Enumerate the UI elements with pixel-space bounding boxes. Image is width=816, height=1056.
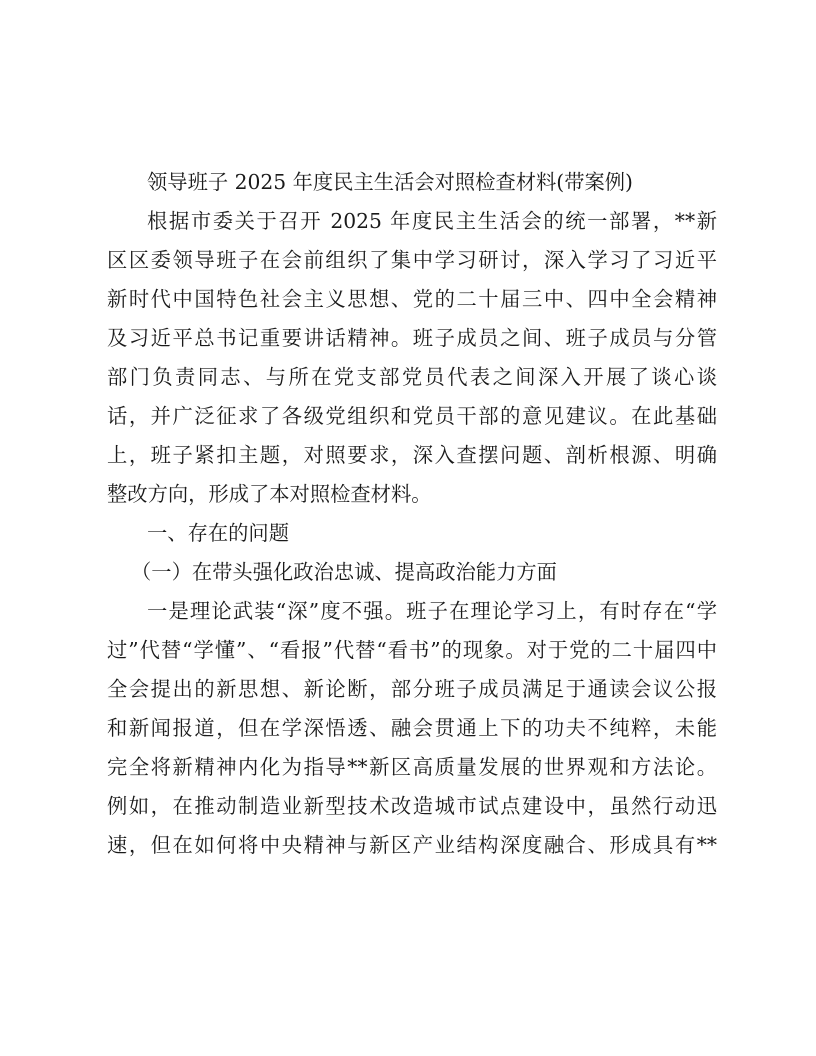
intro-line-8: 整改方向，形成了本对照检查材料。	[107, 482, 432, 506]
body-line-7: 速，但在如何将中央精神与新区产业结构深度融合、形成具有**	[107, 833, 717, 857]
body-line-4: 和新闻报道，但在学深悟透、融会贯通上下的功夫不纯粹，未能	[107, 716, 717, 740]
body-line-3: 全会提出的新思想、新论断，部分班子成员满足于通读会议公报	[107, 677, 717, 701]
document-title: 领导班子 2025 年度民主生活会对照检查材料(带案例)	[147, 170, 633, 194]
document-body	[107, 163, 717, 865]
intro-line-4: 及习近平总书记重要讲话精神。班子成员之间、班子成员与分管	[107, 326, 717, 350]
body-line-6: 例如，在推动制造业新型技术改造城市试点建设中，虽然行动迅	[107, 794, 717, 818]
intro-line-1: 根据市委关于召开 2025 年度民主生活会的统一部署，**新	[147, 209, 717, 233]
intro-line-7: 上，班子紧扣主题，对照要求，深入查摆问题、剖析根源、明确	[107, 443, 717, 467]
section-heading: 一、存在的问题	[147, 521, 289, 545]
body-line-1: 一是理论武装“深”度不强。班子在理论学习上，有时存在“学	[147, 599, 717, 623]
body-line-2: 过”代替“学懂”、“看报”代替“看书”的现象。对于党的二十届四中	[107, 638, 717, 662]
body-line-5: 完全将新精神内化为指导**新区高质量发展的世界观和方法论。	[107, 755, 717, 779]
intro-line-3: 新时代中国特色社会主义思想、党的二十届三中、四中全会精神	[107, 287, 717, 311]
subsection-heading: （一）在带头强化政治忠诚、提高政治能力方面	[131, 560, 557, 584]
intro-line-5: 部门负责同志、与所在党支部党员代表之间深入开展了谈心谈	[107, 365, 717, 389]
intro-line-6: 话，并广泛征求了各级党组织和党员干部的意见建议。在此基础	[107, 404, 717, 428]
intro-line-2: 区区委领导班子在会前组织了集中学习研讨，深入学习了习近平	[107, 248, 717, 272]
